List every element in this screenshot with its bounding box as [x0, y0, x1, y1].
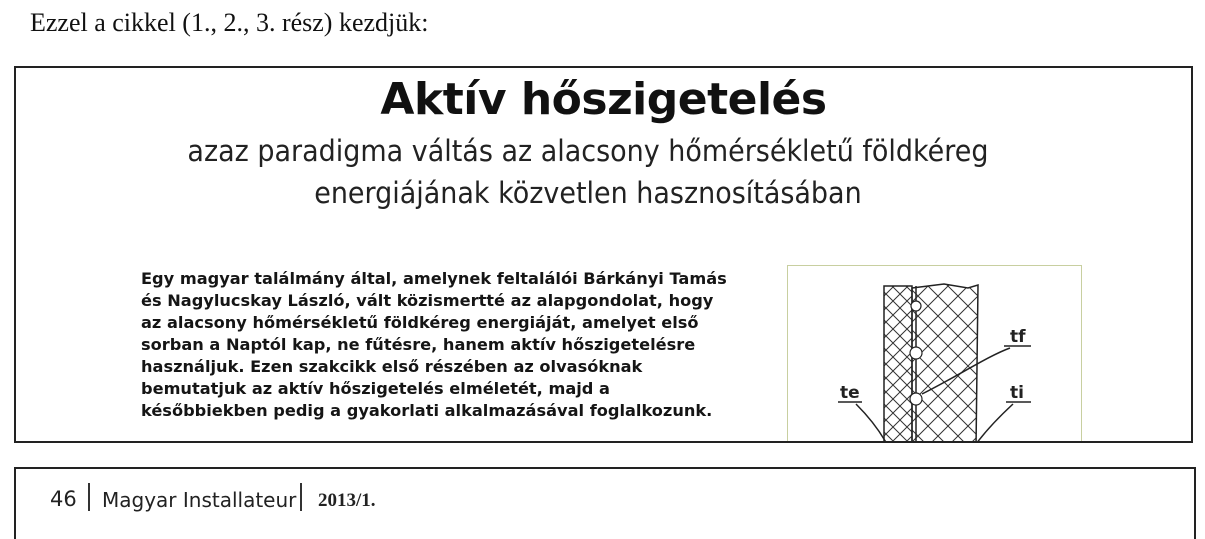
article-excerpt [14, 66, 1193, 443]
magazine-name: Magyar Installateur [102, 488, 297, 512]
lead-line: későbbiekben pedig a gyakorlati alkalmazásával foglalkozunk. [141, 401, 713, 420]
footer-divider [300, 483, 302, 511]
outer-wall-layer [884, 286, 912, 443]
page-footer [14, 467, 1196, 539]
article-title: Aktív hőszigetelés [380, 74, 827, 125]
issue-number: 2013/1. [318, 490, 376, 511]
lead-line: használjuk. Ezen szakcikk első részében az olvasóknak [141, 357, 643, 376]
lead-line: sorban a Naptól kap, ne fűtésre, hanem aktív hőszigetelésre [141, 335, 696, 354]
insulation-layer [912, 284, 978, 443]
label-ti: ti [1010, 383, 1024, 403]
article-subtitle-line-1: azaz paradigma váltás az alacsony hőmérsékletű földkéreg [187, 134, 989, 168]
label-tf: tf [1010, 327, 1026, 347]
label-te: te [840, 383, 860, 403]
article-lead [141, 268, 781, 422]
page-number: 46 [50, 487, 77, 511]
article-subtitle-line-2: energiájának közvetlen hasznosításában [314, 176, 862, 210]
footer-divider [88, 483, 90, 511]
lead-line: Egy magyar találmány által, amelynek feltalálói Bárkányi Tamás [141, 269, 727, 288]
wall-section-drawing [788, 266, 1083, 443]
lead-line: bemutatjuk az aktív hőszigetelés elméletét, majd a [141, 379, 610, 398]
lead-line: az alacsony hőmérsékletű földkéreg energiáját, amelyet első [141, 313, 699, 332]
intro-text: Ezzel a cikkel (1., 2., 3. rész) kezdjük: [30, 8, 429, 37]
wall-section-figure [787, 265, 1082, 443]
lead-line: és Nagylucskay László, vált közismertté az alapgondolat, hogy [141, 291, 714, 310]
